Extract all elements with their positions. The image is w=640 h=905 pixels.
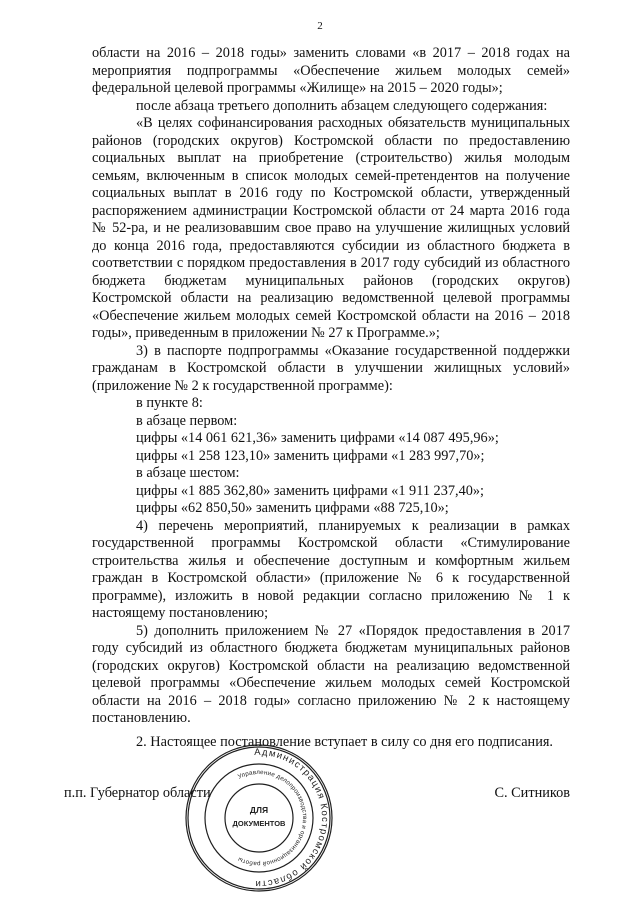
seal-inner-inscription: Управление делопроизводства и организационной работы (236, 768, 309, 868)
signatory-name: С. Ситников (494, 785, 570, 801)
paragraph-figures-2: цифры «1 258 123,10» заменить цифрами «1 283 997,70»; (136, 447, 485, 464)
paragraph-abstract-first: в абзаце первом: (136, 412, 238, 429)
paragraph-figures-3: цифры «1 885 362,80» заменить цифрами «1 911 237,40»; (136, 482, 484, 499)
signatory-title: п.п. Губернатор области (64, 785, 211, 801)
paragraph-insert-intro: после абзаца третьего дополнить абзацем следующего содержания: (136, 97, 548, 114)
seal-center-line-1: ДЛЯ (249, 805, 269, 815)
official-seal-stamp (183, 742, 335, 894)
seal-center-line-2: ДОКУМЕНТОВ (232, 819, 286, 828)
paragraph-abstract-sixth: в абзаце шестом: (136, 465, 240, 481)
document-body (92, 45, 570, 751)
paragraph-figures-4: цифры «62 850,50» заменить цифрами «88 725,10»; (136, 500, 449, 516)
seal-outer-inscription: Администрация Костромской области (254, 746, 331, 890)
paragraph-item-4: 4) перечень мероприятий, планируемых к реализации в рамках государственной программы Костромской области «Стимулирование строительства жилья и обеспечение доступным и комфортным жильем граждан в Костромской области» (приложение № 6 к государственной программе), изложить в новой редакции согласно приложению № 1 к настоящему постановлению; (92, 517, 570, 621)
paragraph-figures-1: цифры «14 061 621,36» заменить цифрами «14 087 495,96»; (136, 430, 499, 446)
paragraph-quoted-abstract: «В целях софинансирования расходных обязательств муниципальных районов (городских округов) Костромской области по предоставлению социальных выплат на приобретение (строительство) жилья молодым семьям, включенным в список молодых семей-претендентов на получение социальных выплат в 2016 году по Костромской области, утвержденный распоряжением администрации Костромской области от 24 марта 2016 года № 52-ра, и не реализовавшим свое право на улучшение жилищных условий до конца 2016 года, предоставляются субсидии из областного бюджета в соответствии с порядком предоставления в 2017 году субсидий из областного бюджета бюджетам муниципальных районов (городских округов) Костромской области на реализацию ведомственной целевой программы «Обеспечение жильем молодых семей Костромской области на 2016 – 2018 годы», приведенным в приложении № 27 к Программе.»; (92, 115, 570, 341)
paragraph-continuation: области на 2016 – 2018 годы» заменить словами «в 2017 – 2018 годах на мероприятия подпрограммы «Обеспечение жильем молодых семей» федеральной целевой программы «Жилище» на 2015 – 2020 годы»; (92, 45, 570, 96)
paragraph-point-8: в пункте 8: (136, 395, 203, 411)
paragraph-item-3: 3) в паспорте подпрограммы «Оказание государственной поддержки гражданам в Костромской области в улучшении жилищных условий» (приложение № 2 к государственной программе): (92, 342, 570, 394)
paragraph-item-5: 5) дополнить приложением № 27 «Порядок предоставления в 2017 году субсидий из областного бюджета бюджетам муниципальных районов (городских округов) Костромской области на реализацию ведомственной целевой программы «Обеспечение жильем молодых семей Костромской области на 2016 – 2018 годы» согласно приложению № 2 к настоящему постановлению. (92, 622, 570, 726)
paragraph-effective-date: 2. Настоящее постановление вступает в силу со дня его подписания. (136, 733, 553, 750)
page-number: 2 (317, 20, 323, 32)
